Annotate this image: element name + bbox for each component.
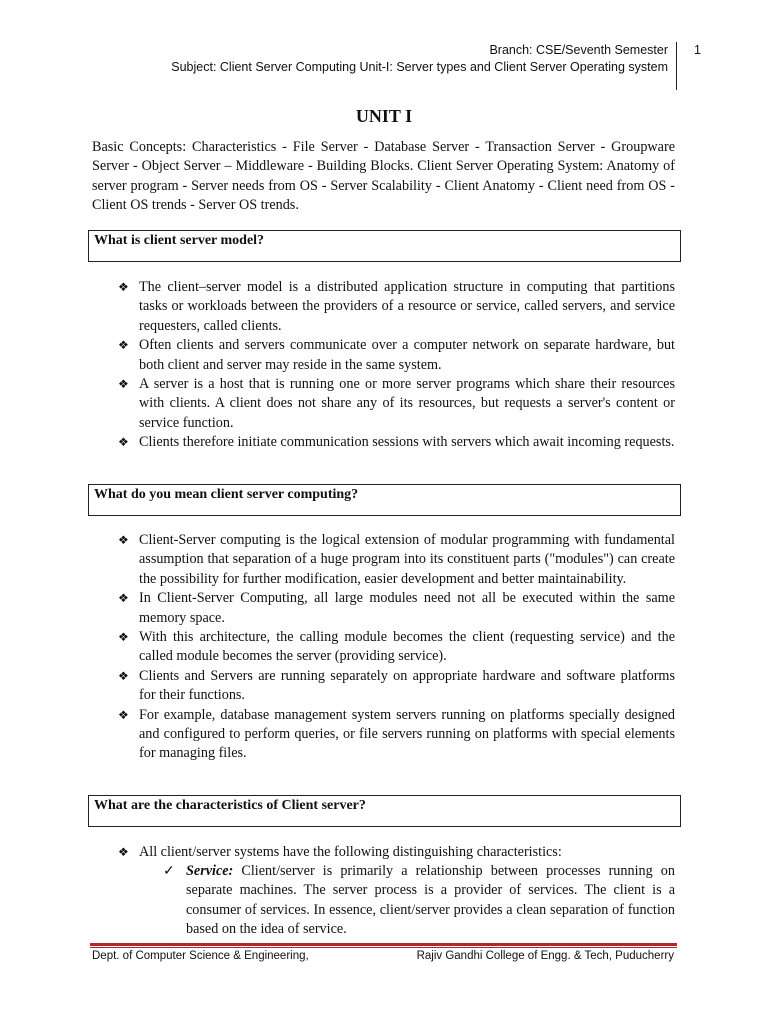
- section-heading: What are the characteristics of Client server?: [94, 798, 366, 813]
- bullet-list: [118, 278, 675, 453]
- list-item: ❖ For example, database management system servers running on platforms specially designed and configured to perform queries, or file servers running on platforms with special elements for managing files.: [118, 706, 675, 762]
- list-item: ❖ In Client-Server Computing, all large modules need not all be executed within the same memory space.: [118, 590, 675, 626]
- bullet-list: [118, 531, 675, 764]
- list-item: ❖ Often clients and servers communicate over a computer network on separate hardware, but both client and server may reside in the same system.: [118, 337, 675, 373]
- footer-rule-thin: [90, 947, 677, 948]
- intro-paragraph: Basic Concepts: Characteristics - File Server - Database Server - Transaction Server - Groupware Server - Object Server – Middleware - Building Blocks. Client Server Operating System: Anatomy of server program - Server needs from OS - Server Scalability - Client Anatomy - Client need from OS - Client OS trends - Server OS trends.: [92, 139, 675, 214]
- section-heading: What is client server model?: [94, 233, 265, 248]
- header-divider: [676, 42, 677, 90]
- sub-list-item: ✓ Service: Client/server is primarily a relationship between processes running on separate machines. The server process is a provider of services. The client is a consumer of services. In essence, client/server provides a clean separation of function based on the idea of service.: [163, 863, 675, 938]
- page-title: UNIT I: [355, 106, 413, 126]
- diamond-bullet-icon: ❖: [118, 845, 129, 859]
- diamond-bullet-icon: ❖: [118, 280, 129, 294]
- diamond-bullet-icon: ❖: [118, 668, 129, 683]
- list-item: ❖ With this architecture, the calling module becomes the client (requesting service) and the called module becomes the server (providing service).: [118, 629, 675, 665]
- diamond-bullet-icon: ❖: [118, 591, 129, 606]
- section-heading-box: [88, 795, 681, 827]
- diamond-bullet-icon: ❖: [118, 435, 129, 450]
- footer-college: Rajiv Gandhi College of Engg. & Tech, Puducherry: [416, 950, 674, 962]
- footer-rule: [90, 943, 677, 946]
- section-heading-box: [88, 484, 681, 516]
- diamond-bullet-icon: ❖: [118, 630, 129, 645]
- term: Service:: [186, 863, 234, 879]
- diamond-bullet-icon: ❖: [118, 377, 129, 392]
- list-item: ❖ Clients and Servers are running separately on appropriate hardware and software platforms for their functions.: [118, 667, 675, 704]
- list-item: ❖ Client-Server computing is the logical extension of modular programming with fundamental assumption that separation of a huge program into its constituent parts ("modules") can create the possibility for further modification, easier development and better maintainability.: [118, 532, 675, 587]
- footer-department: Dept. of Computer Science & Engineering,: [92, 950, 309, 962]
- diamond-bullet-icon: ❖: [118, 707, 129, 722]
- list-item: ❖ The client–server model is a distributed application structure in computing that partitions tasks or workloads between the providers of a resource or service, called servers, and service requesters, called clients.: [118, 279, 675, 334]
- list-item: ❖ All client/server systems have the following distinguishing characteristics:: [118, 843, 675, 862]
- bullet-list: [118, 843, 675, 862]
- checkmark-icon: ✓: [163, 864, 175, 879]
- header-subject: Subject: Client Server Computing Unit-I: Server types and Client Server Operating system: [171, 60, 668, 74]
- list-item: ❖ A server is a host that is running one or more server programs which share their resources with clients. A client does not share any of its resources, but requests a server's content or service function.: [118, 376, 675, 431]
- section-heading-box: [88, 230, 681, 262]
- diamond-bullet-icon: ❖: [118, 533, 129, 547]
- page-number: 1: [694, 43, 701, 57]
- section-heading: What do you mean client server computing?: [94, 487, 359, 502]
- header-branch: Branch: CSE/Seventh Semester: [489, 43, 668, 57]
- diamond-bullet-icon: ❖: [118, 338, 129, 353]
- list-item: ❖ Clients therefore initiate communication sessions with servers which await incoming requests.: [118, 433, 675, 452]
